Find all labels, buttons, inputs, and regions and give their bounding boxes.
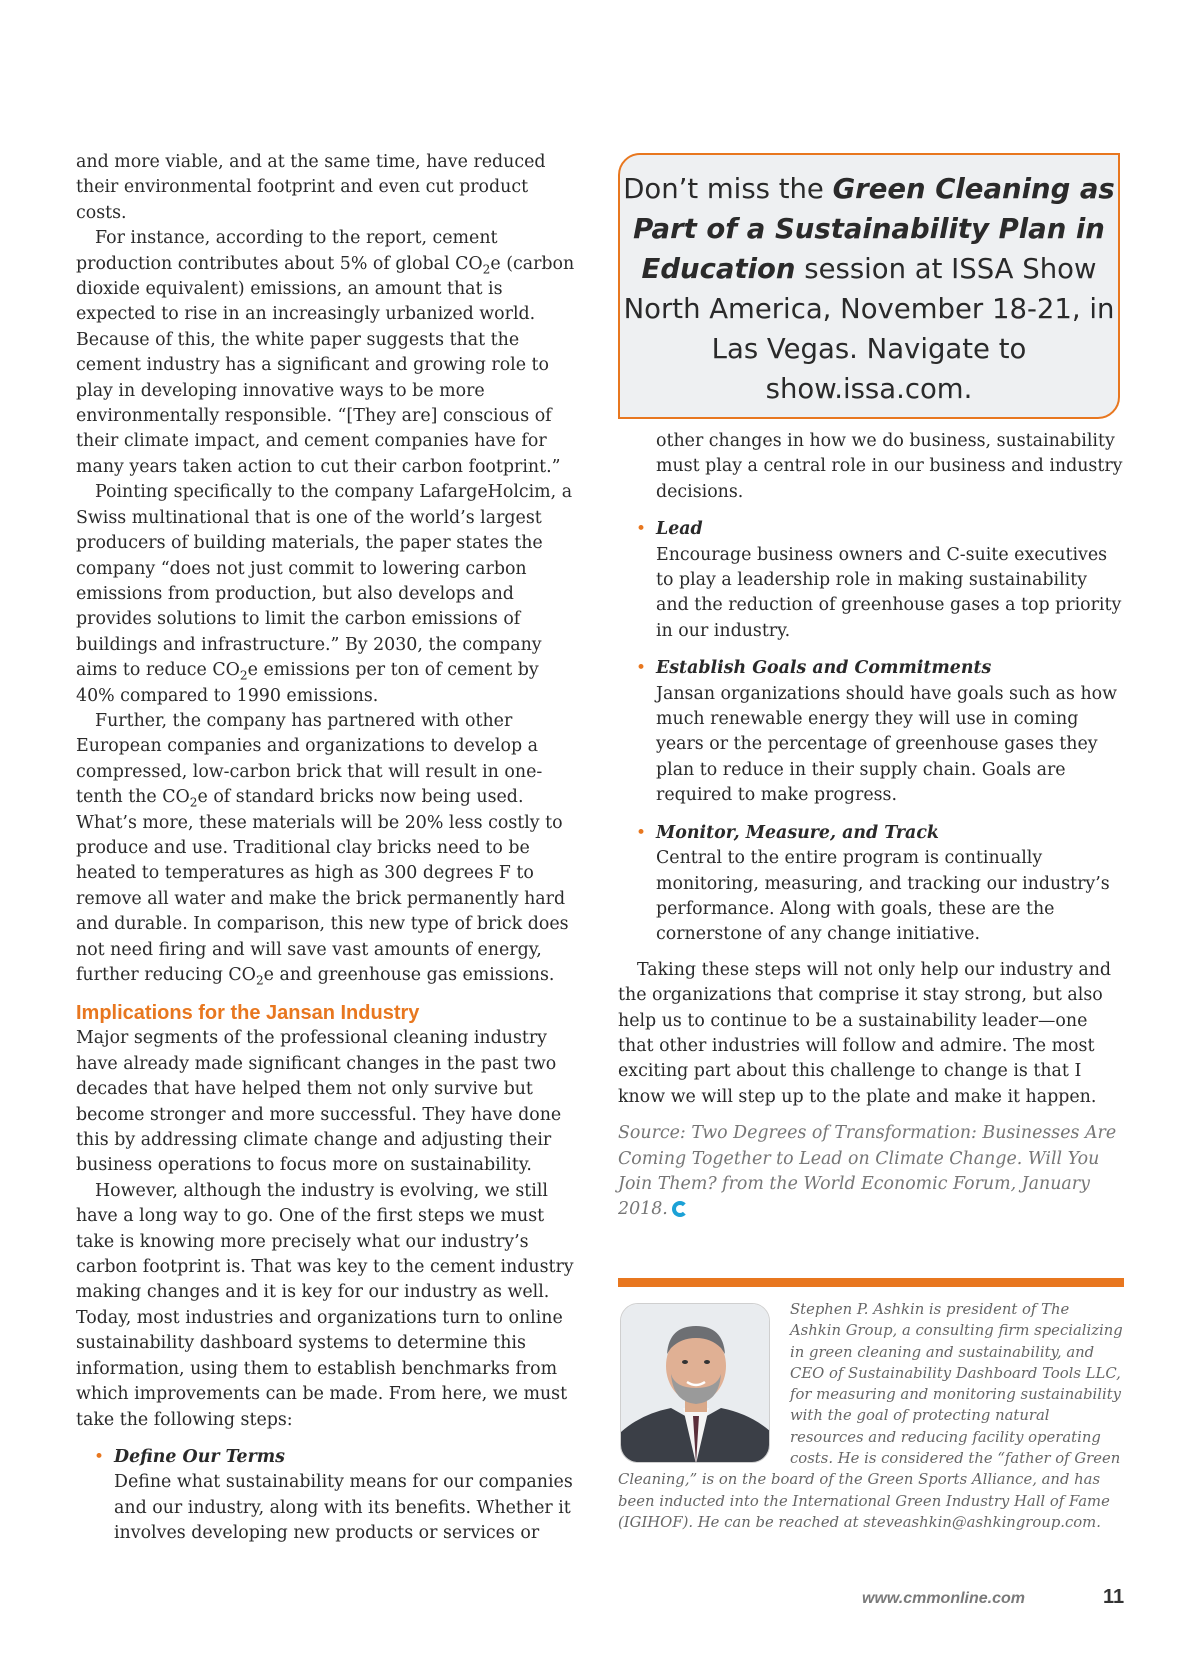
footer-website[interactable]: www.cmmonline.com xyxy=(862,1590,1025,1607)
section-heading: Implications for the Jansan Industry xyxy=(76,1002,420,1025)
paragraph: However, although the industry is evolving, we still have a long way to go. One of the first steps we must take is knowing more precisely what our industry’s carbon footprint is. That was key to the cement industry making changes and it is key for our industry as well. Today, most industries and organizations turn to online sustainability dashboard systems to determine this information, using them to establish benchmarks from which improvements can be made. From here, we must take the following steps: xyxy=(76,1180,574,1430)
source-citation: Source: Two Degrees of Transformation: Businesses Are Coming Together to Lead on Climate Change. Will You Join Them? from the World Economic Forum, January 2018. xyxy=(618,1123,1117,1220)
list-item-text: Define what sustainability means for our companies and our industry, along with its benefits. Whether it involves developing new products or services or xyxy=(114,1472,573,1544)
list-item-text: Encourage business owners and C-suite executives to play a leadership role in making sustainability and the reduction of greenhouse gases a top priority in our industry. xyxy=(656,544,1122,641)
paragraph: Further, the company has partnered with other European companies and organizations to develop a compressed, low-carbon brick that will result in one-tenth the $CO_2e$ of standard bricks now being used. What’s more, these materials will be 20% less costly to produce and use. Traditional clay bricks need to be heated to temperatures as high as 300 degrees F to remove all water and make the brick permanently hard and durable. In comparison, this new type of brick does not need firing and will save vast amounts of energy, further reducing $CO_2e$ and greenhouse gas emissions. xyxy=(76,710,569,988)
paragraph: other changes in how we do business, sustainability must play a central role in our business and industry decisions. xyxy=(656,431,1123,502)
list-item-term: Lead xyxy=(656,519,703,540)
list-item xyxy=(618,656,1124,808)
steps-list xyxy=(76,1445,582,1547)
paragraph: Major segments of the professional cleaning industry have already made significant changes in the past two decades that have helped them not only survive but become stronger and more successful. They have done this by addressing climate change and adjusting their business operations to focus more on sustainability. xyxy=(76,1028,562,1176)
paragraph: Taking these steps will not only help our industry and the organizations that comprise it stay strong, but also help us to continue to be a sustainability leader—one that other industries will follow and admire. The most exciting part about this challenge to change is that I know we will step up to the plate and make it happen. xyxy=(618,959,1112,1107)
right-column xyxy=(618,429,1124,1223)
bio-divider xyxy=(618,1278,1124,1287)
bio-text: Stephen P. Ashkin is president of The Ashkin Group, a consulting firm specializing in green cleaning and sustainability, and CEO of Sustainability Dashboard Tools LLC, for measuring and monitoring sustainability with the goal of protecting natural resources and reducing facility operating costs. He is considered the “father of Green Cleaning,” is on the board of the Green Sports Alliance, and has been inducted into the International Green Industry Hall of Fame (IGIHOF). He can be reached at steveashkin@ashkingroup.com. xyxy=(618,1301,1123,1531)
author-portrait-icon xyxy=(621,1304,770,1463)
steps-list xyxy=(618,517,1124,948)
paragraph: For instance, according to the report, cement production contributes about 5% of global $CO_2e$ (carbon dioxide equivalent) emissions, an amount that is expected to rise in an increasingly urbanized world. Because of this, the white paper suggests that the cement industry has a significant and growing role to play in developing innovative ways to be more environmentally responsible. “[They are] conscious of their climate impact, and cement companies have for many years taken action to cut their carbon footprint.” xyxy=(76,228,575,477)
bullet-dot-icon: • xyxy=(94,1446,105,1467)
list-item-text: Central to the entire program is continually monitoring, measuring, and tracking our industry’s performance. Along with goals, these are the cornerstone of any change initiative. xyxy=(656,848,1110,945)
author-photo xyxy=(620,1303,770,1463)
callout-text: Don’t miss the xyxy=(623,173,833,205)
author-bio xyxy=(618,1299,1124,1533)
bullet-dot-icon: • xyxy=(636,822,647,843)
list-item xyxy=(618,821,1124,948)
paragraph: Pointing specifically to the company LafargeHolcim, a Swiss multinational that is one of the world’s largest producers of building materials, the paper states the company “does not just commit to lowering carbon emissions from production, but also develops and provides solutions to limit the carbon emissions of buildings and infrastructure.” By 2030, the company aims to reduce $CO_2e$ emissions per ton of cement by 40% compared to 1990 emissions. xyxy=(76,482,573,706)
list-item-term: Establish Goals and Commitments xyxy=(656,658,992,679)
bullet-dot-icon: • xyxy=(636,658,647,679)
list-item xyxy=(76,1445,582,1547)
list-item-term: Define Our Terms xyxy=(114,1446,285,1467)
event-callout xyxy=(618,153,1120,419)
bullet-dot-icon: • xyxy=(636,519,647,540)
list-item-text: Jansan organizations should have goals such as how much renewable energy they will use in coming years or the percentage of greenhouse gases they plan to reduce in their supply chain. Goals are required to make progress. xyxy=(656,683,1117,806)
left-column xyxy=(76,150,582,1547)
session-title: Green Cleaning as Part of a Sustainability Plan in Education xyxy=(633,173,1115,285)
callout-text: session at ISSA Show North America, November 18-21, in Las Vegas. Navigate to show.issa.com. xyxy=(623,253,1115,405)
list-item-term: Monitor, Measure, and Track xyxy=(656,822,939,843)
list-item xyxy=(618,517,1124,644)
page-number: 11 xyxy=(1103,1586,1125,1608)
paragraph: and more viable, and at the same time, have reduced their environmental footprint and even cut product costs. xyxy=(76,152,546,223)
cmm-logo-icon xyxy=(672,1201,688,1217)
